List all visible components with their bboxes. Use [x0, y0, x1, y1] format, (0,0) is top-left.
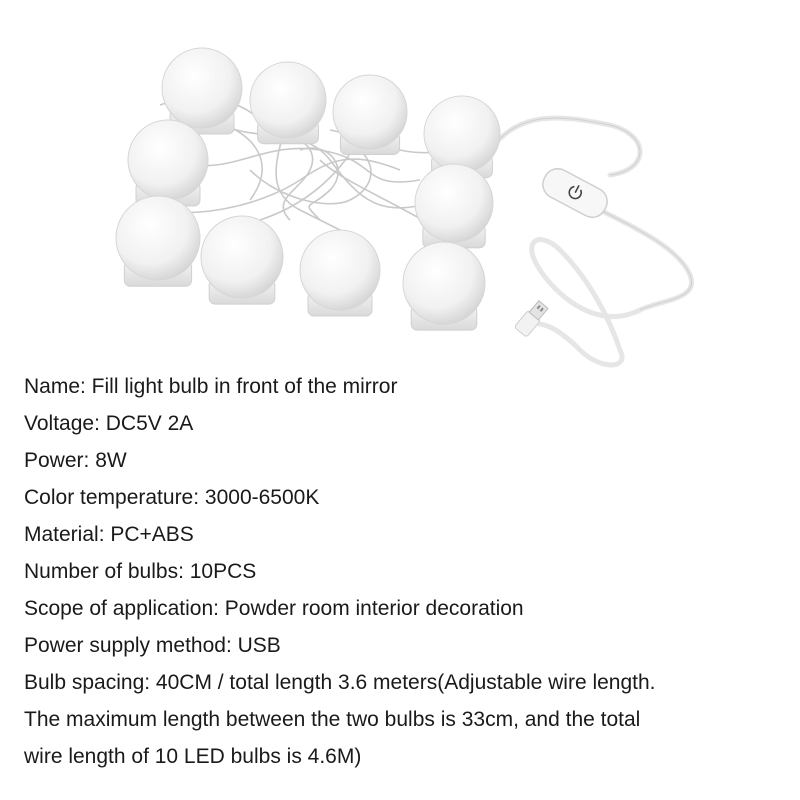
bulb: [333, 75, 407, 155]
spec-material: Material: PC+ABS: [24, 523, 194, 546]
spec-application: Scope of application: Powder room interior decoration: [24, 597, 524, 620]
bulb-group: [116, 48, 500, 330]
spec-power: Power: 8W: [24, 449, 127, 472]
bulb: [300, 230, 380, 316]
spec-name: Name: Fill light bulb in front of the mirror: [24, 375, 398, 398]
spec-bulb-count: Number of bulbs: 10PCS: [24, 560, 257, 583]
bulb: [116, 196, 200, 286]
spec-list: [24, 368, 794, 775]
spec-color-temperature: Color temperature: 3000-6500K: [24, 486, 320, 509]
product-photo: [0, 0, 800, 370]
bulb: [415, 164, 493, 248]
bulb: [128, 120, 208, 206]
bulb: [201, 216, 283, 304]
spec-bulb-spacing-end: wire length of 10 LED bulbs is 4.6M): [24, 745, 362, 768]
spec-voltage: Voltage: DC5V 2A: [24, 412, 194, 435]
spec-power-supply: Power supply method: USB: [24, 634, 281, 657]
bulb: [250, 62, 326, 144]
bulb: [403, 242, 485, 330]
touch-switch: [538, 164, 612, 222]
spec-bulb-spacing: Bulb spacing: 40CM / total length 3.6 meters(Adjustable wire length.: [24, 671, 656, 694]
spec-bulb-spacing-cont: The maximum length between the two bulbs is 33cm, and the total: [24, 708, 641, 731]
usb-plug-icon: [514, 299, 549, 337]
